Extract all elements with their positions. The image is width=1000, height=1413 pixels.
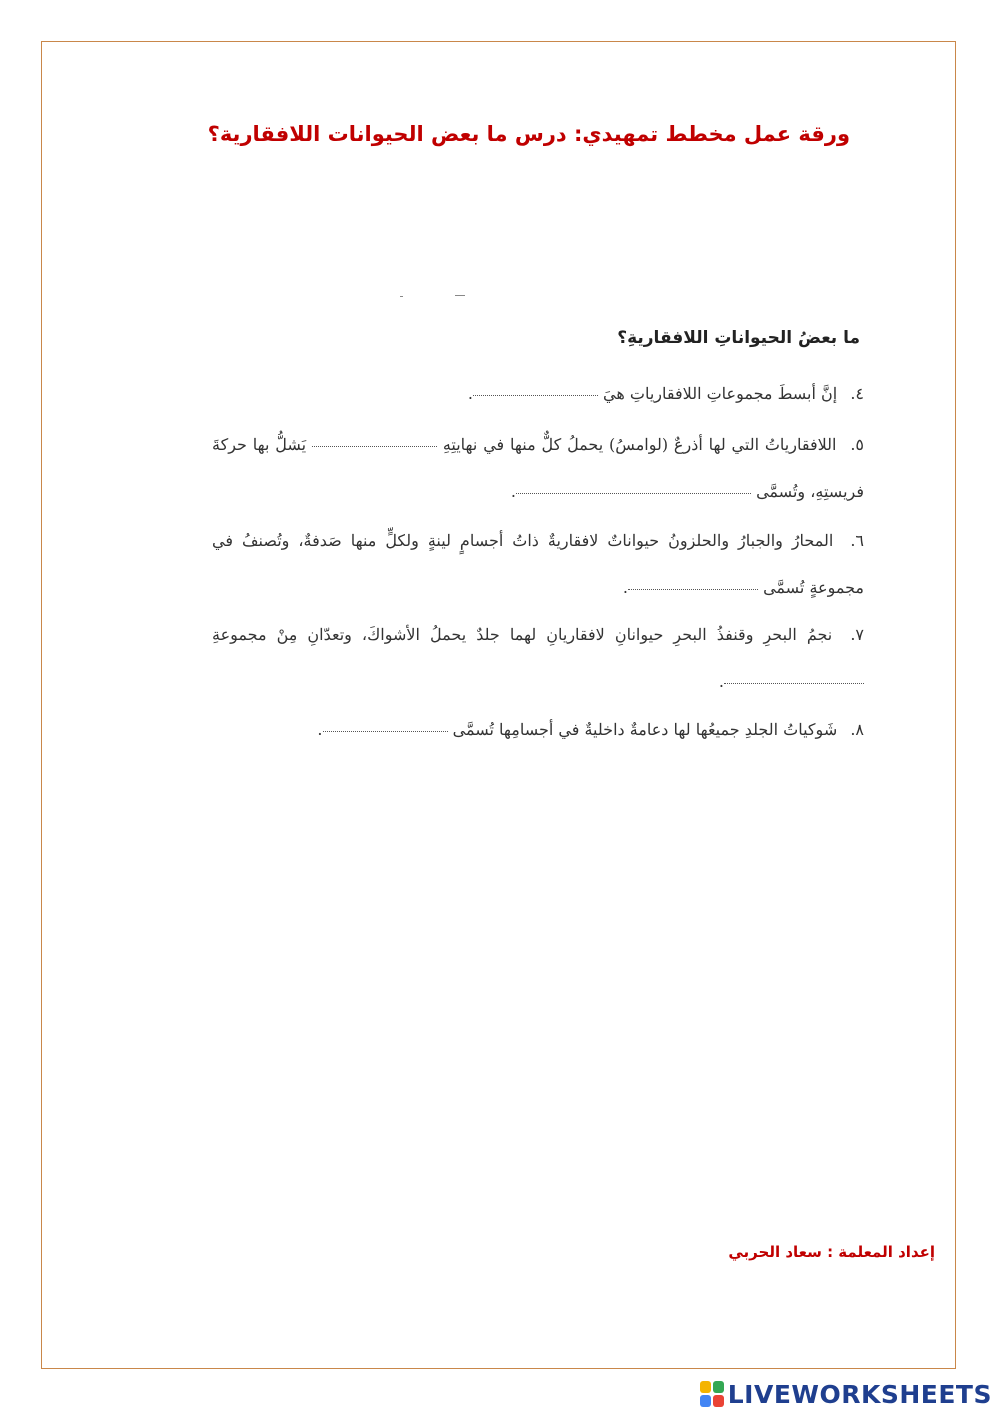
answer-blank[interactable] [323, 730, 448, 732]
question-number: ٤. [850, 384, 864, 403]
section-heading: ما بعضُ الحيواناتِ اللافقاريةِ؟ [617, 328, 860, 348]
answer-blank[interactable] [473, 394, 598, 396]
page-border [41, 41, 956, 1369]
question-number: ٦. [850, 531, 864, 550]
question-text: نجمُ البحرِ وقنفذُ البحرِ حيوانانِ لافقاريانِ لهما جلدٌ يحملُ الأشواكَ، وتعدّانِ مِنْ مجموعةِ [212, 625, 833, 644]
question-text: شَوكياتُ الجلدِ جميعُها لها دعامةٌ داخليةٌ في أجسامِها تُسمَّى [452, 720, 838, 739]
question-4 [212, 370, 864, 417]
stray-mark [400, 296, 403, 297]
question-text: إنَّ أبسطَ مجموعاتِ اللافقارياتِ هيَ [603, 384, 838, 403]
answer-blank[interactable] [516, 492, 751, 494]
brand-name: LIVEWORKSHEETS [727, 1379, 992, 1409]
answer-blank[interactable] [628, 588, 758, 590]
logo-square [713, 1395, 724, 1407]
question-text: اللافقارياتُ التي لها أذرعٌ (لوامسُ) يحملُ كلٌّ منها في نهايتِهِ [442, 435, 837, 454]
liveworksheets-logo-icon [700, 1381, 724, 1407]
answer-blank[interactable] [312, 445, 437, 447]
page-title: ورقة عمل مخطط تمهيدي: درس ما بعض الحيوانات اللافقارية؟ [207, 122, 850, 146]
question-text: المحارُ والجبارُ والحلزونُ حيواناتٌ لافقاريةٌ ذاتُ أجسامٍ لينةٍ ولكلٍّ منها صَدفةٌ، وتُصنفُ في مجموعةٍ تُسمَّى [212, 531, 864, 597]
brand-footer[interactable] [700, 1378, 992, 1410]
question-7 [212, 611, 864, 705]
question-5 [212, 421, 864, 515]
question-number: ٥. [850, 435, 864, 454]
question-text-middle: يَشلُّ بها حركةَ فريستِهِ، وتُسمَّى [212, 435, 864, 501]
question-end: . [510, 482, 516, 501]
logo-square [700, 1381, 711, 1393]
question-end: . [317, 720, 323, 739]
answer-blank[interactable] [724, 682, 864, 684]
question-number: ٨. [850, 720, 864, 739]
question-end: . [622, 578, 628, 597]
author-credit: إعداد المعلمة : سعاد الحربي [728, 1243, 935, 1261]
question-end: . [467, 384, 473, 403]
logo-square [713, 1381, 724, 1393]
question-6 [212, 517, 864, 611]
stray-mark [455, 295, 465, 296]
question-number: ٧. [850, 625, 864, 644]
question-8 [212, 706, 864, 753]
question-end: . [718, 672, 724, 691]
logo-square [700, 1395, 711, 1407]
